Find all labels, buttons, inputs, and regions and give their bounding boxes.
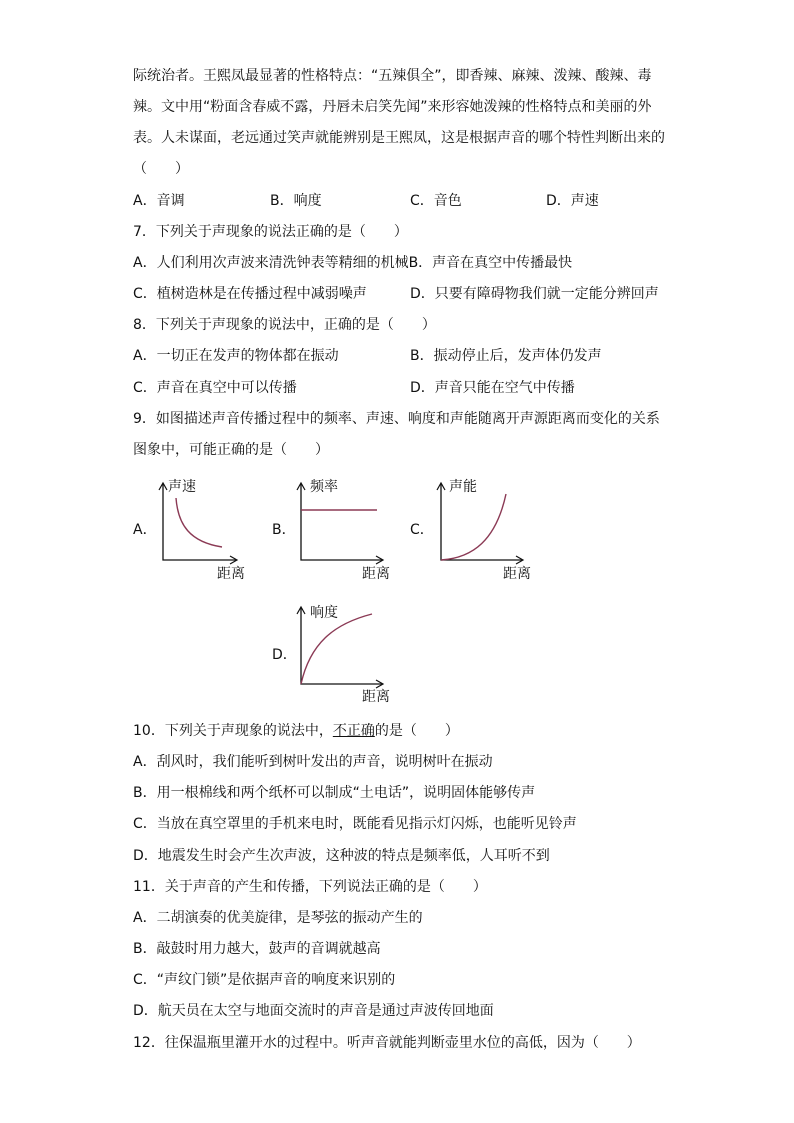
graph-c-ylabel: 声能 [449, 479, 477, 495]
q11-option-b: B．敲鼓时用力越大，鼓声的音调就越高 [133, 941, 381, 957]
q11-option-c: C．“声纹门锁”是依据声音的响度来识别的 [133, 972, 396, 988]
q7-option-c: C．植树造林是在传播过程中减弱噪声 [133, 286, 367, 302]
q7-option-d: D．只要有障碍物我们就一定能分辨回声 [410, 286, 659, 302]
q6-option-d: D．声速 [546, 193, 599, 209]
graph-c-letter: C． [410, 522, 434, 538]
graph-b-axes [301, 484, 382, 560]
q8-option-a: A．一切正在发声的物体都在振动 [133, 348, 339, 364]
graph-a-ylabel: 声速 [168, 479, 196, 495]
q7-option-a-b: A．人们利用次声波来清洗钟表等精细的机械B．声音在真空中传播最快 [133, 255, 573, 271]
graph-a-curve [176, 498, 222, 547]
q10-option-c: C．当放在真空罩里的手机来电时，既能看见指示灯闪烁，也能听见铃声 [133, 816, 577, 832]
graph-d-letter: D． [272, 647, 297, 663]
q10-stem-underlined: 不正确 [332, 723, 375, 739]
graph-c-axes [441, 484, 522, 560]
q9-stem-line-2: 图象中，可能正确的是（ ） [133, 442, 329, 458]
q7-stem: 7．下列关于声现象的说法正确的是（ ） [133, 224, 408, 240]
q8-stem: 8．下列关于声现象的说法中，正确的是（ ） [133, 317, 436, 333]
q6-stem-line-2: 辣。文中用“粉面含春威不露，丹唇未启笑先闻”来形容她泼辣的性格特点和美丽的外 [133, 99, 652, 115]
q8-option-b: B．振动停止后，发声体仍发声 [410, 348, 602, 364]
q11-option-d: D．航天员在太空与地面交流时的声音是通过声波传回地面 [133, 1003, 494, 1019]
graph-a-axes [163, 484, 236, 560]
q6-stem-line-3: 表。人未谋面，老远通过笑声就能辨别是王熙凤，这是根据声音的哪个特性判断出来的 [133, 130, 665, 146]
q8-option-d: D．声音只能在空气中传播 [410, 380, 575, 396]
graph-a-plot [150, 480, 240, 566]
q10-stem-post: 的是（ ） [374, 723, 459, 739]
graph-d-xlabel: 距离 [362, 689, 390, 705]
graph-d-ylabel: 响度 [310, 605, 338, 621]
graph-d-plot [288, 604, 388, 690]
graph-b-xlabel: 距离 [362, 566, 390, 582]
q6-option-b: B．响度 [270, 193, 322, 209]
q10-option-a: A．刮风时，我们能听到树叶发出的声音，说明树叶在振动 [133, 754, 493, 770]
graph-c-plot [428, 480, 528, 566]
q6-option-c: C．音色 [410, 193, 462, 209]
graph-d-curve [301, 614, 372, 684]
q8-option-c: C．声音在真空中可以传播 [133, 380, 297, 396]
graph-c-xlabel: 距离 [503, 566, 531, 582]
q6-stem-line-1: 际统治者。王熙凤最显著的性格特点：“五辣俱全”，即香辣、麻辣、泼辣、酸辣、毒 [133, 68, 652, 84]
q11-stem: 11．关于声音的产生和传播，下列说法正确的是（ ） [133, 879, 487, 895]
q6-option-a: A．音调 [133, 193, 185, 209]
q11-option-a: A．二胡演奏的优美旋律，是琴弦的振动产生的 [133, 910, 423, 926]
graph-b-letter: B． [272, 522, 296, 538]
graph-a-letter: A． [133, 522, 157, 538]
q12-stem: 12．往保温瓶里灌开水的过程中。听声音就能判断壶里水位的高低，因为（ ） [133, 1035, 641, 1051]
graph-c-curve [441, 494, 506, 560]
q10-option-b: B．用一根棉线和两个纸杯可以制成“土电话”，说明固体能够传声 [133, 785, 536, 801]
q10-option-d: D．地震发生时会产生次声波，这种波的特点是频率低，人耳听不到 [133, 848, 550, 864]
q10-stem [133, 721, 459, 741]
q6-answer-bracket: （ ） [133, 161, 189, 177]
graph-b-plot [288, 480, 388, 566]
graph-d-axes [301, 608, 382, 684]
graph-a-xlabel: 距离 [217, 566, 245, 582]
q10-stem-pre: 10．下列关于声现象的说法中， [133, 723, 333, 739]
q9-stem-line-1: 9．如图描述声音传播过程中的频率、声速、响度和声能随离开声源距离而变化的关系 [133, 411, 660, 427]
graph-b-ylabel: 频率 [310, 479, 338, 495]
